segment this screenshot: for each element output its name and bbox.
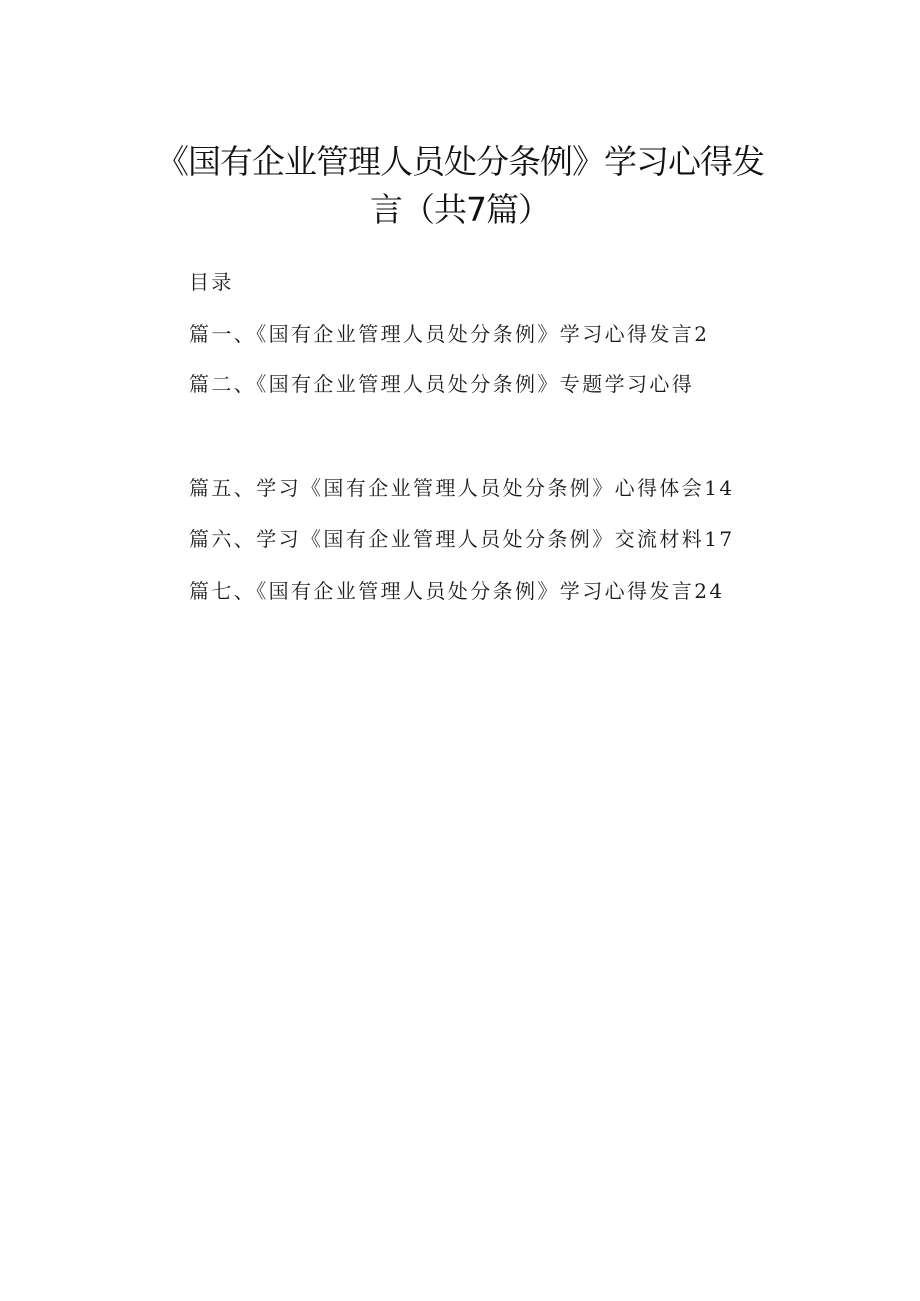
toc-item[interactable]: 篇七、《国有企业管理人员处分条例》学习心得发言24 — [189, 579, 725, 603]
document-title-line-1: 《国有企业管理人员处分条例》学习心得发 — [156, 142, 764, 181]
document-title-line-2: 言（共7篇） — [370, 190, 550, 229]
toc-item[interactable]: 篇一、《国有企业管理人员处分条例》学习心得发言2 — [189, 322, 710, 346]
toc-item[interactable]: 篇五、学习《国有企业管理人员处分条例》心得体会14 — [189, 476, 735, 500]
toc-item[interactable]: 篇六、学习《国有企业管理人员处分条例》交流材料17 — [189, 527, 735, 551]
toc-heading: 目录 — [189, 270, 234, 294]
toc-item[interactable]: 篇二、《国有企业管理人员处分条例》专题学习心得 — [189, 372, 695, 396]
